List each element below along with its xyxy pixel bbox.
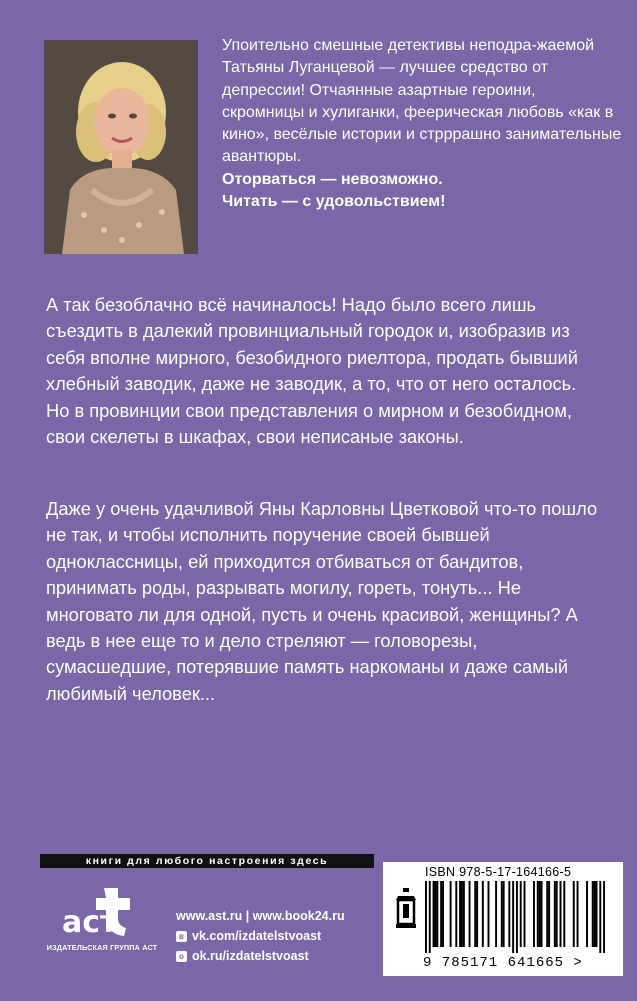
barcode-bar [440, 881, 442, 947]
barcode-bar [503, 881, 505, 947]
barcode-bar [554, 881, 556, 947]
intro-lead-text: Упоительно смешные детективы неподра-жаемой Татьяны Луганцевой — лучшее средство от депрессии! Отчаянные азартные героини, скромницы и хулиганки, феерическая любовь «как в кино», весёлые истории и стрррашно занимательные авантюры. [222, 37, 622, 166]
barcode-bar [596, 881, 598, 947]
publisher-name: ИЗДАТЕЛЬСКАЯ ГРУППА АСТ [46, 943, 158, 952]
barcode-bar [599, 881, 601, 953]
barcode-bar [539, 881, 541, 947]
barcode-bar [429, 881, 431, 953]
lantern-icon [395, 888, 417, 932]
intro-bold-line-1: Оторваться — невозможно. [222, 170, 443, 188]
barcode-bar [450, 881, 452, 947]
barcode-bar [563, 881, 565, 947]
tagline-banner: книги для любого настроения здесь [40, 854, 374, 868]
barcode-bar [603, 881, 605, 953]
ok-link[interactable]: о ok.ru/izdatelstvoast [176, 946, 345, 966]
barcode-bar [573, 881, 575, 947]
ok-icon: о [176, 951, 187, 962]
websites-line[interactable]: www.ast.ru | www.book24.ru [176, 909, 345, 923]
barcode-bar [533, 881, 535, 947]
barcode-bar [436, 881, 438, 947]
barcode-panel [383, 862, 623, 976]
barcode-bar [556, 881, 558, 947]
barcode-bar [541, 881, 543, 947]
author-portrait-illustration [44, 40, 198, 254]
author-photo [44, 40, 198, 254]
vk-icon: в [176, 931, 187, 942]
barcode-bar [455, 881, 457, 947]
barcode-bar [586, 881, 588, 947]
contacts-block [176, 906, 345, 966]
barcode-bar [592, 881, 594, 947]
book-intro [222, 35, 622, 213]
barcode-bar [548, 881, 550, 947]
barcode-bar [488, 881, 490, 947]
barcode-bar [577, 881, 579, 947]
barcode-bars [425, 881, 605, 953]
barcode-bar [463, 881, 465, 947]
barcode-bar [469, 881, 471, 947]
barcode-bar [482, 881, 484, 947]
ast-logo-text: аст [62, 905, 118, 940]
barcode-bar [434, 881, 436, 947]
barcode-bar [461, 881, 463, 947]
barcode-bar [459, 881, 461, 947]
barcode-bar [474, 881, 476, 947]
barcode-bar [495, 881, 497, 947]
barcode-bar [594, 881, 596, 947]
vk-link[interactable]: в vk.com/izdatelstvoast [176, 926, 345, 946]
barcode-bar [442, 881, 444, 947]
intro-bold-line-2: Читать — с удовольствием! [222, 193, 446, 211]
annotation-paragraph-1: А так безоблачно всё начиналось! Надо было всего лишь съездить в далекий провинциальный городок и, изобразив из себя вполне мирного, безобидного риелтора, продать бывший хлебный заводик, даже не заводик, а то, что от него осталось. Но в провинции свои представления о мирном и безобидном, свои скелеты в шкафах, свои неписаные законы. [46, 294, 578, 448]
barcode-bar [524, 881, 526, 947]
annotation-paragraph-2: Даже у очень удачливой Яны Карловны Цветковой что-то пошло не так, и чтобы исполнить поручение своей бывшей одноклассницы, ей приходится отбиваться от бандитов, принимать роды, разрывать могилу, гореть, тонуть... Не многовато ли для одной, пусть и очень красивой, женщины? А ведь в нее еще то и дело стреляют — головорезы, сумасшедшие, потерявшие память наркоманы и даже самый любимый человек... [46, 498, 598, 704]
ast-logo [58, 882, 142, 940]
barcode-bar [520, 881, 522, 947]
barcode-bar [508, 881, 510, 947]
barcode-digits: 9 785171 641665 > [423, 955, 583, 971]
barcode-bar [501, 881, 503, 947]
barcode-bar [560, 881, 562, 947]
barcode-bar [476, 881, 478, 947]
barcode-bar [425, 881, 427, 953]
barcode-bar [516, 881, 518, 953]
barcode-bar [433, 881, 435, 947]
isbn-text: ISBN 978-5-17-164166-5 [425, 865, 572, 879]
barcode-bar [537, 881, 539, 947]
barcode-bar [546, 881, 548, 947]
ast-logo-icon [58, 882, 142, 940]
barcode-bar [512, 881, 514, 953]
